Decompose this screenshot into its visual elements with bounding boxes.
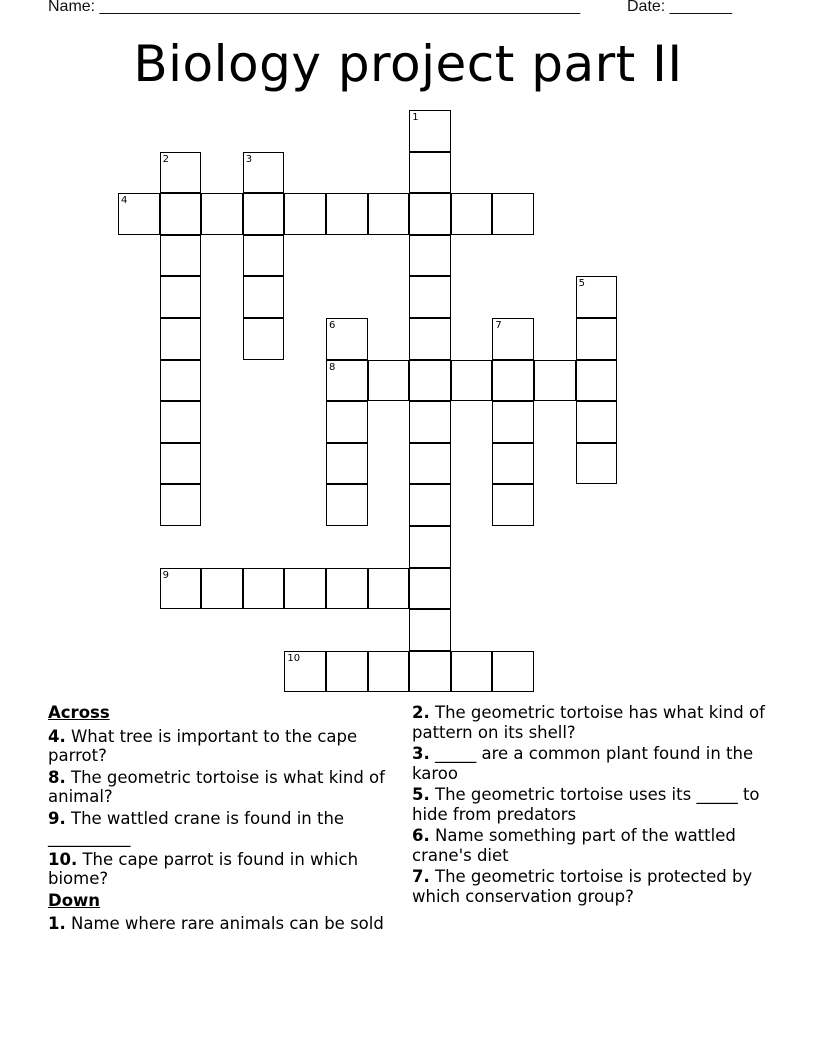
crossword-cell[interactable] [368,651,410,693]
crossword-cell[interactable] [368,360,410,402]
clue-item [48,809,393,848]
crossword-cell[interactable] [368,568,410,610]
crossword-cell[interactable] [160,152,202,194]
crossword-cell[interactable] [160,360,202,402]
crossword-cell[interactable] [409,484,451,526]
clue-item [48,727,393,766]
crossword-cell[interactable] [576,360,618,402]
crossword-cell[interactable] [409,110,451,152]
clue-item-number: 7. [412,867,430,886]
crossword-cell[interactable] [160,235,202,277]
crossword-cell[interactable] [243,152,285,194]
crossword-cell[interactable] [243,318,285,360]
clue-number: 1 [412,112,419,123]
clue-number: 6 [329,320,336,331]
crossword-cell[interactable] [492,484,534,526]
crossword-cell[interactable] [451,651,493,693]
across-heading: Across [48,703,110,722]
crossword-cell[interactable] [492,193,534,235]
clue-number: 5 [578,278,585,290]
down-heading: Down [48,890,101,910]
clue-item-text: The cape parrot is found in which biome? [48,849,359,888]
crossword-cell[interactable] [409,568,451,610]
crossword-cell[interactable] [409,235,451,277]
clue-item [412,867,782,906]
crossword-cell[interactable] [201,568,243,610]
crossword-cell[interactable] [326,193,368,235]
crossword-cell[interactable] [160,276,202,318]
clue-item [48,850,393,889]
clue-item [412,703,782,742]
crossword-cell[interactable] [160,443,202,485]
crossword-cell[interactable] [160,484,202,526]
crossword-cell[interactable] [576,318,618,360]
clue-item [412,826,782,865]
crossword-cell[interactable] [492,360,534,402]
crossword-cell[interactable] [284,193,326,235]
clue-item [48,914,393,934]
crossword-cell[interactable] [492,443,534,485]
clue-item-text: Name something part of the wattled crane's diet [412,826,736,865]
crossword-cell[interactable] [243,193,285,235]
crossword-cell[interactable] [201,193,243,235]
clue-number: 9 [162,569,169,581]
crossword-cell[interactable] [243,568,285,610]
crossword-cell[interactable] [492,318,534,360]
crossword-cell[interactable] [451,193,493,235]
clue-item-number: 8. [48,767,66,787]
name-field-label: Name: ______________________________________________________ [48,0,581,15]
clue-item-number: 10. [48,849,78,869]
clue-item-text: The wattled crane is found in the __________ [48,808,345,847]
clue-number: 2 [162,153,169,165]
crossword-cell[interactable] [284,568,326,610]
crossword-cell[interactable] [326,651,368,693]
crossword-cell[interactable] [409,609,451,651]
crossword-cell[interactable] [160,193,202,235]
crossword-cell[interactable] [160,401,202,443]
clue-item-text: The geometric tortoise is what kind of animal? [48,767,385,806]
crossword-cell[interactable] [409,276,451,318]
clue-item-number: 5. [412,785,430,804]
clue-item [412,785,782,824]
crossword-cell[interactable] [326,568,368,610]
crossword-cell[interactable] [160,568,202,610]
crossword-cell[interactable] [409,526,451,568]
clue-item-number: 2. [412,703,430,722]
clue-number: 8 [329,361,336,373]
clue-item-text: _____ are a common plant found in the karoo [412,744,754,783]
crossword-cell[interactable] [492,651,534,693]
clue-item-number: 4. [48,726,66,746]
crossword-cell[interactable] [409,193,451,235]
crossword-cell[interactable] [326,484,368,526]
crossword-cell[interactable] [534,360,576,402]
crossword-cell[interactable] [409,401,451,443]
clues-right-column [412,703,782,908]
clue-number: 3 [245,153,253,165]
clue-item-text: Name where rare animals can be sold [65,914,384,933]
crossword-cell[interactable] [409,651,451,693]
clue-item-number: 6. [412,826,430,845]
page-title: Biology project part II [133,35,683,93]
crossword-cell[interactable] [326,443,368,485]
clues-left-column [48,703,393,936]
clue-item-number: 3. [412,744,430,763]
crossword-cell[interactable] [576,443,618,485]
clue-item [48,768,393,807]
clue-item-text: The geometric tortoise has what kind of pattern on its shell? [412,703,765,742]
crossword-cell[interactable] [576,401,618,443]
crossword-cell[interactable] [326,318,368,360]
crossword-cell[interactable] [118,193,160,235]
clue-number: 4 [121,195,128,207]
clue-number: 10 [287,652,301,664]
date-field-label: Date: _______ [627,0,732,15]
crossword-cell[interactable] [576,276,618,318]
crossword-cell[interactable] [368,193,410,235]
crossword-cell[interactable] [326,360,368,402]
clue-item-text: What tree is important to the cape parrot? [48,726,358,765]
crossword-cell[interactable] [409,360,451,402]
crossword-cell[interactable] [243,235,285,277]
clue-item-number: 9. [48,808,66,828]
crossword-cell[interactable] [284,651,326,693]
clue-item-text: The geometric tortoise is protected by which conservation group? [412,867,753,906]
crossword-cell[interactable] [160,318,202,360]
clue-item-number: 1. [48,914,66,933]
crossword-cell[interactable] [243,276,285,318]
clue-item [412,744,782,783]
clue-item-text: The geometric tortoise uses its _____ to hide from predators [412,785,760,824]
crossword-cell[interactable] [326,401,368,443]
crossword-cell[interactable] [492,401,534,443]
crossword-cell[interactable] [409,443,451,485]
crossword-cell[interactable] [409,152,451,194]
crossword-cell[interactable] [409,318,451,360]
clue-number: 7 [495,320,502,331]
crossword-cell[interactable] [451,360,493,402]
